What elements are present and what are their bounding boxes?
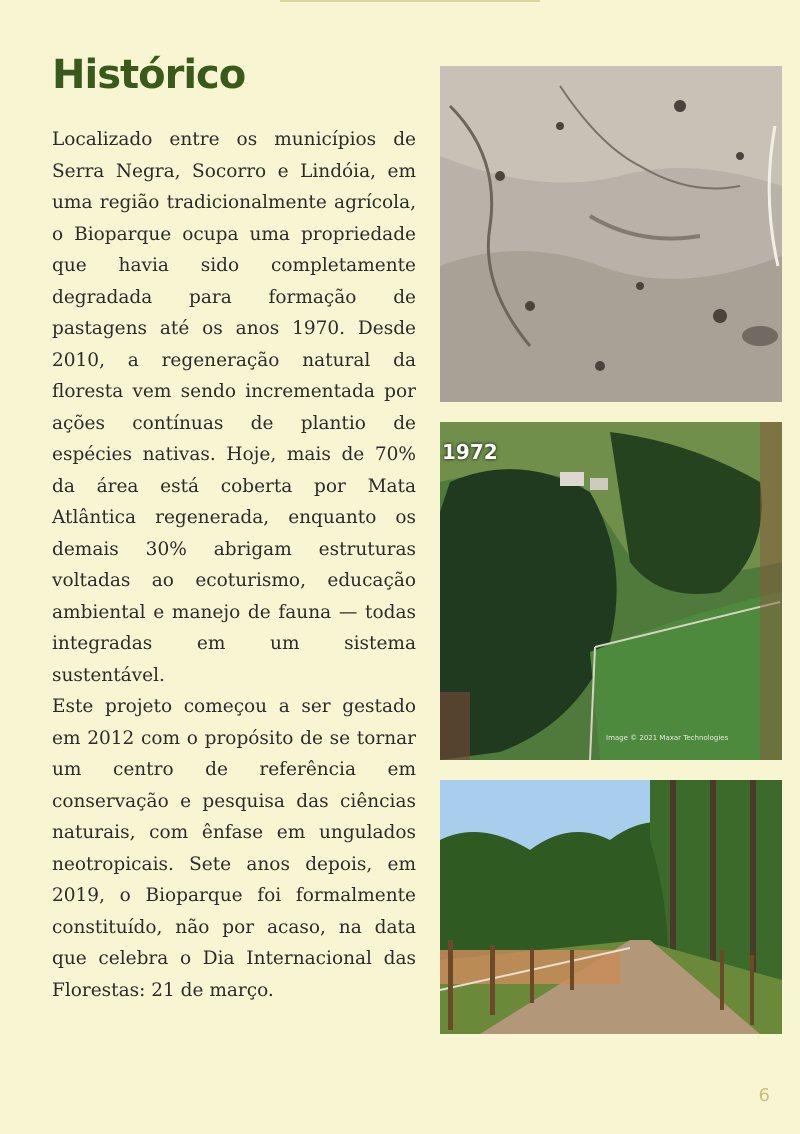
paragraph-1: Localizado entre os municípios de Serra Negra, Socorro e Lindóia, em uma região tradicionalmente agrícola, o Bioparque ocupa uma propriedade que havia sido completamente degradada para formação de pastagens até os anos 1970. Desde 2010, a regeneração natural da floresta vem sendo incrementada por ações contínuas de plantio de espécies nativas. Hoje, mais de 70% da área está coberta por Mata Atlântica regenerada, enquanto os demais 30% abrigam estruturas voltadas ao ecoturismo, educação ambiental e manejo de fauna — todas integradas em um sistema sustentável. xyxy=(52,129,416,686)
page-title: Histórico xyxy=(52,52,246,98)
top-divider xyxy=(280,0,540,2)
aerial-photo-1970s xyxy=(440,66,782,402)
trail-photo xyxy=(440,780,782,1034)
paragraph-2: Este projeto começou a ser gestado em 2012 com o propósito de se tornar um centro de referência em conservação e pesquisa das ciências naturais, com ênfase em ungulados neotropicais. Sete anos depois, em 2019, o Bioparque foi formalmente constituído, não por acaso, na data que celebra o Dia Internacional das Florestas: 21 de março. xyxy=(52,696,416,1001)
page-number: 6 xyxy=(758,1085,770,1106)
satellite-photo xyxy=(440,422,782,760)
image-credit: Image © 2021 Maxar Technologies xyxy=(606,734,729,742)
history-text xyxy=(52,124,416,1006)
year-label: 1972 xyxy=(442,440,498,464)
